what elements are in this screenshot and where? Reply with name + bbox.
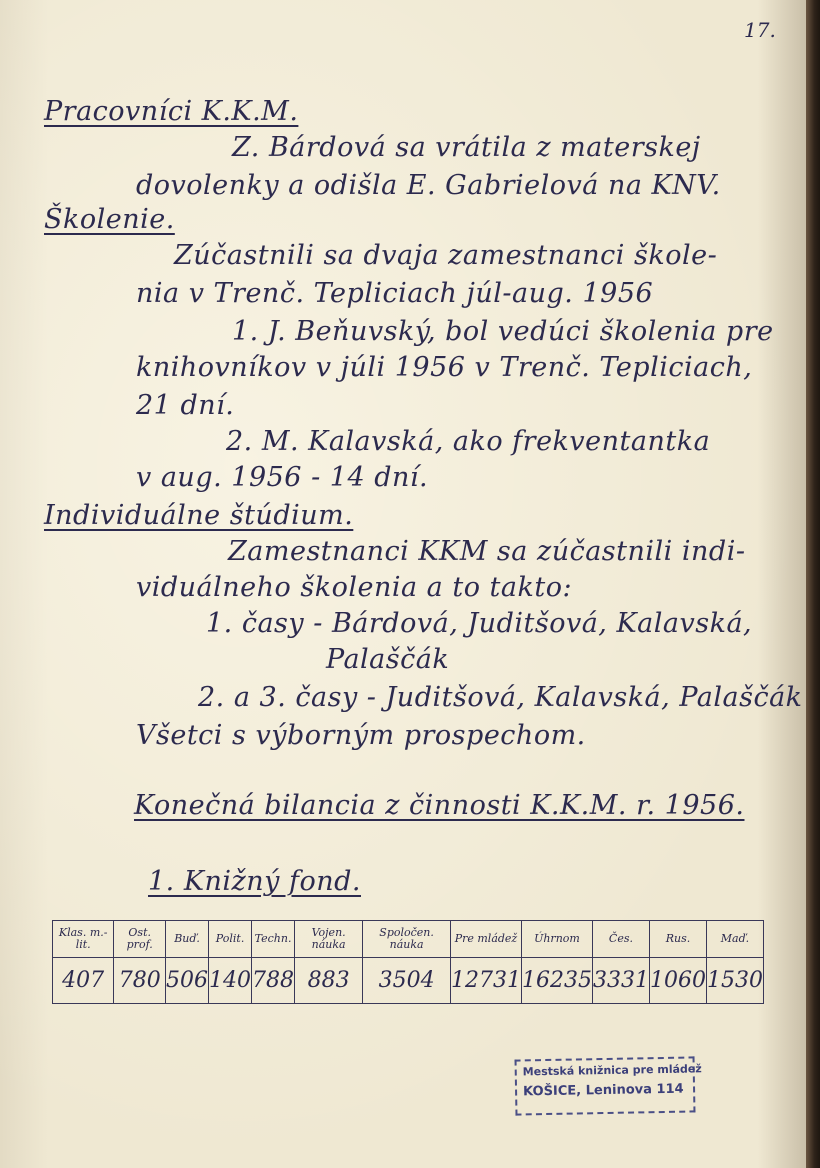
table-header-cell: Maď. (706, 921, 763, 958)
table-cell: 1530 (706, 958, 763, 1004)
table-cell: 3504 (363, 958, 451, 1004)
table-row (53, 958, 764, 1004)
table-header-cell: Techn. (252, 921, 295, 958)
table-header-cell: Buď. (166, 921, 209, 958)
book-fund-table (52, 920, 764, 1004)
table-header-cell: Čes. (592, 921, 649, 958)
table-header-cell: Rus. (649, 921, 706, 958)
table-header-cell: Polit. (209, 921, 252, 958)
heading-pracovnici: Pracovníci K.K.M. (44, 96, 299, 127)
text-line: viduálneho školenia a to takto: (136, 572, 573, 603)
table-header-cell: Vojen. náuka (295, 921, 363, 958)
text-line: v aug. 1956 - 14 dní. (136, 462, 429, 493)
table-cell: 1060 (649, 958, 706, 1004)
text-line: 1. J. Beňuvský, bol vedúci školenia pre (232, 316, 774, 347)
text-line: 2. a 3. časy - Juditšová, Kalavská, Palaščák (198, 682, 803, 713)
table-header-cell: Pre mládež (450, 921, 521, 958)
text-line: 1. časy - Bárdová, Juditšová, Kalavská, (206, 608, 753, 639)
text-line: 2. M. Kalavská, ako frekventantka (226, 426, 711, 457)
table-cell: 16235 (521, 958, 592, 1004)
text-line: dovolenky a odišla E. Gabrielová na KNV. (136, 170, 721, 201)
table-cell: 883 (295, 958, 363, 1004)
text-line: Všetci s výborným prospechom. (136, 720, 586, 751)
table-header-cell: Ost. prof. (114, 921, 166, 958)
stamp-line-2: KOŠICE, Leninova 114 (522, 1081, 684, 1100)
table-cell: 506 (166, 958, 209, 1004)
table-header-cell: Klas. m.-lit. (53, 921, 114, 958)
page-number: 17. (744, 18, 776, 42)
binding-edge (806, 0, 820, 1168)
table-cell: 140 (209, 958, 252, 1004)
heading-individualne: Individuálne štúdium. (44, 500, 354, 531)
library-stamp (515, 1056, 702, 1115)
heading-bilancia: Konečná bilancia z činnosti K.K.M. r. 1956. (134, 790, 745, 821)
text-line: knihovníkov v júli 1956 v Trenč. Tepliciach, (136, 352, 753, 383)
text-line: Palaščák (326, 644, 450, 675)
table-cell: 12731 (450, 958, 521, 1004)
table-cell: 788 (252, 958, 295, 1004)
stamp-line-1: Mestská knižnica pre mládež (522, 1062, 702, 1079)
heading-skolenie: Školenie. (44, 204, 175, 235)
table-cell: 3331 (592, 958, 649, 1004)
text-line: nia v Trenč. Tepliciach júl-aug. 1956 (136, 278, 654, 309)
table-cell: 407 (53, 958, 114, 1004)
text-line: Zúčastnili sa dvaja zamestnanci škole- (174, 240, 718, 271)
text-line: 21 dní. (136, 390, 235, 421)
table-header-row (53, 921, 764, 958)
text-line: Z. Bárdová sa vrátila z materskej (232, 132, 701, 163)
heading-knizny-fond: 1. Knižný fond. (148, 866, 361, 897)
table-cell: 780 (114, 958, 166, 1004)
text-line: Zamestnanci KKM sa zúčastnili indi- (228, 536, 746, 567)
table-header-cell: Úhrnom (521, 921, 592, 958)
table-header-cell: Spoločen. náuka (363, 921, 451, 958)
